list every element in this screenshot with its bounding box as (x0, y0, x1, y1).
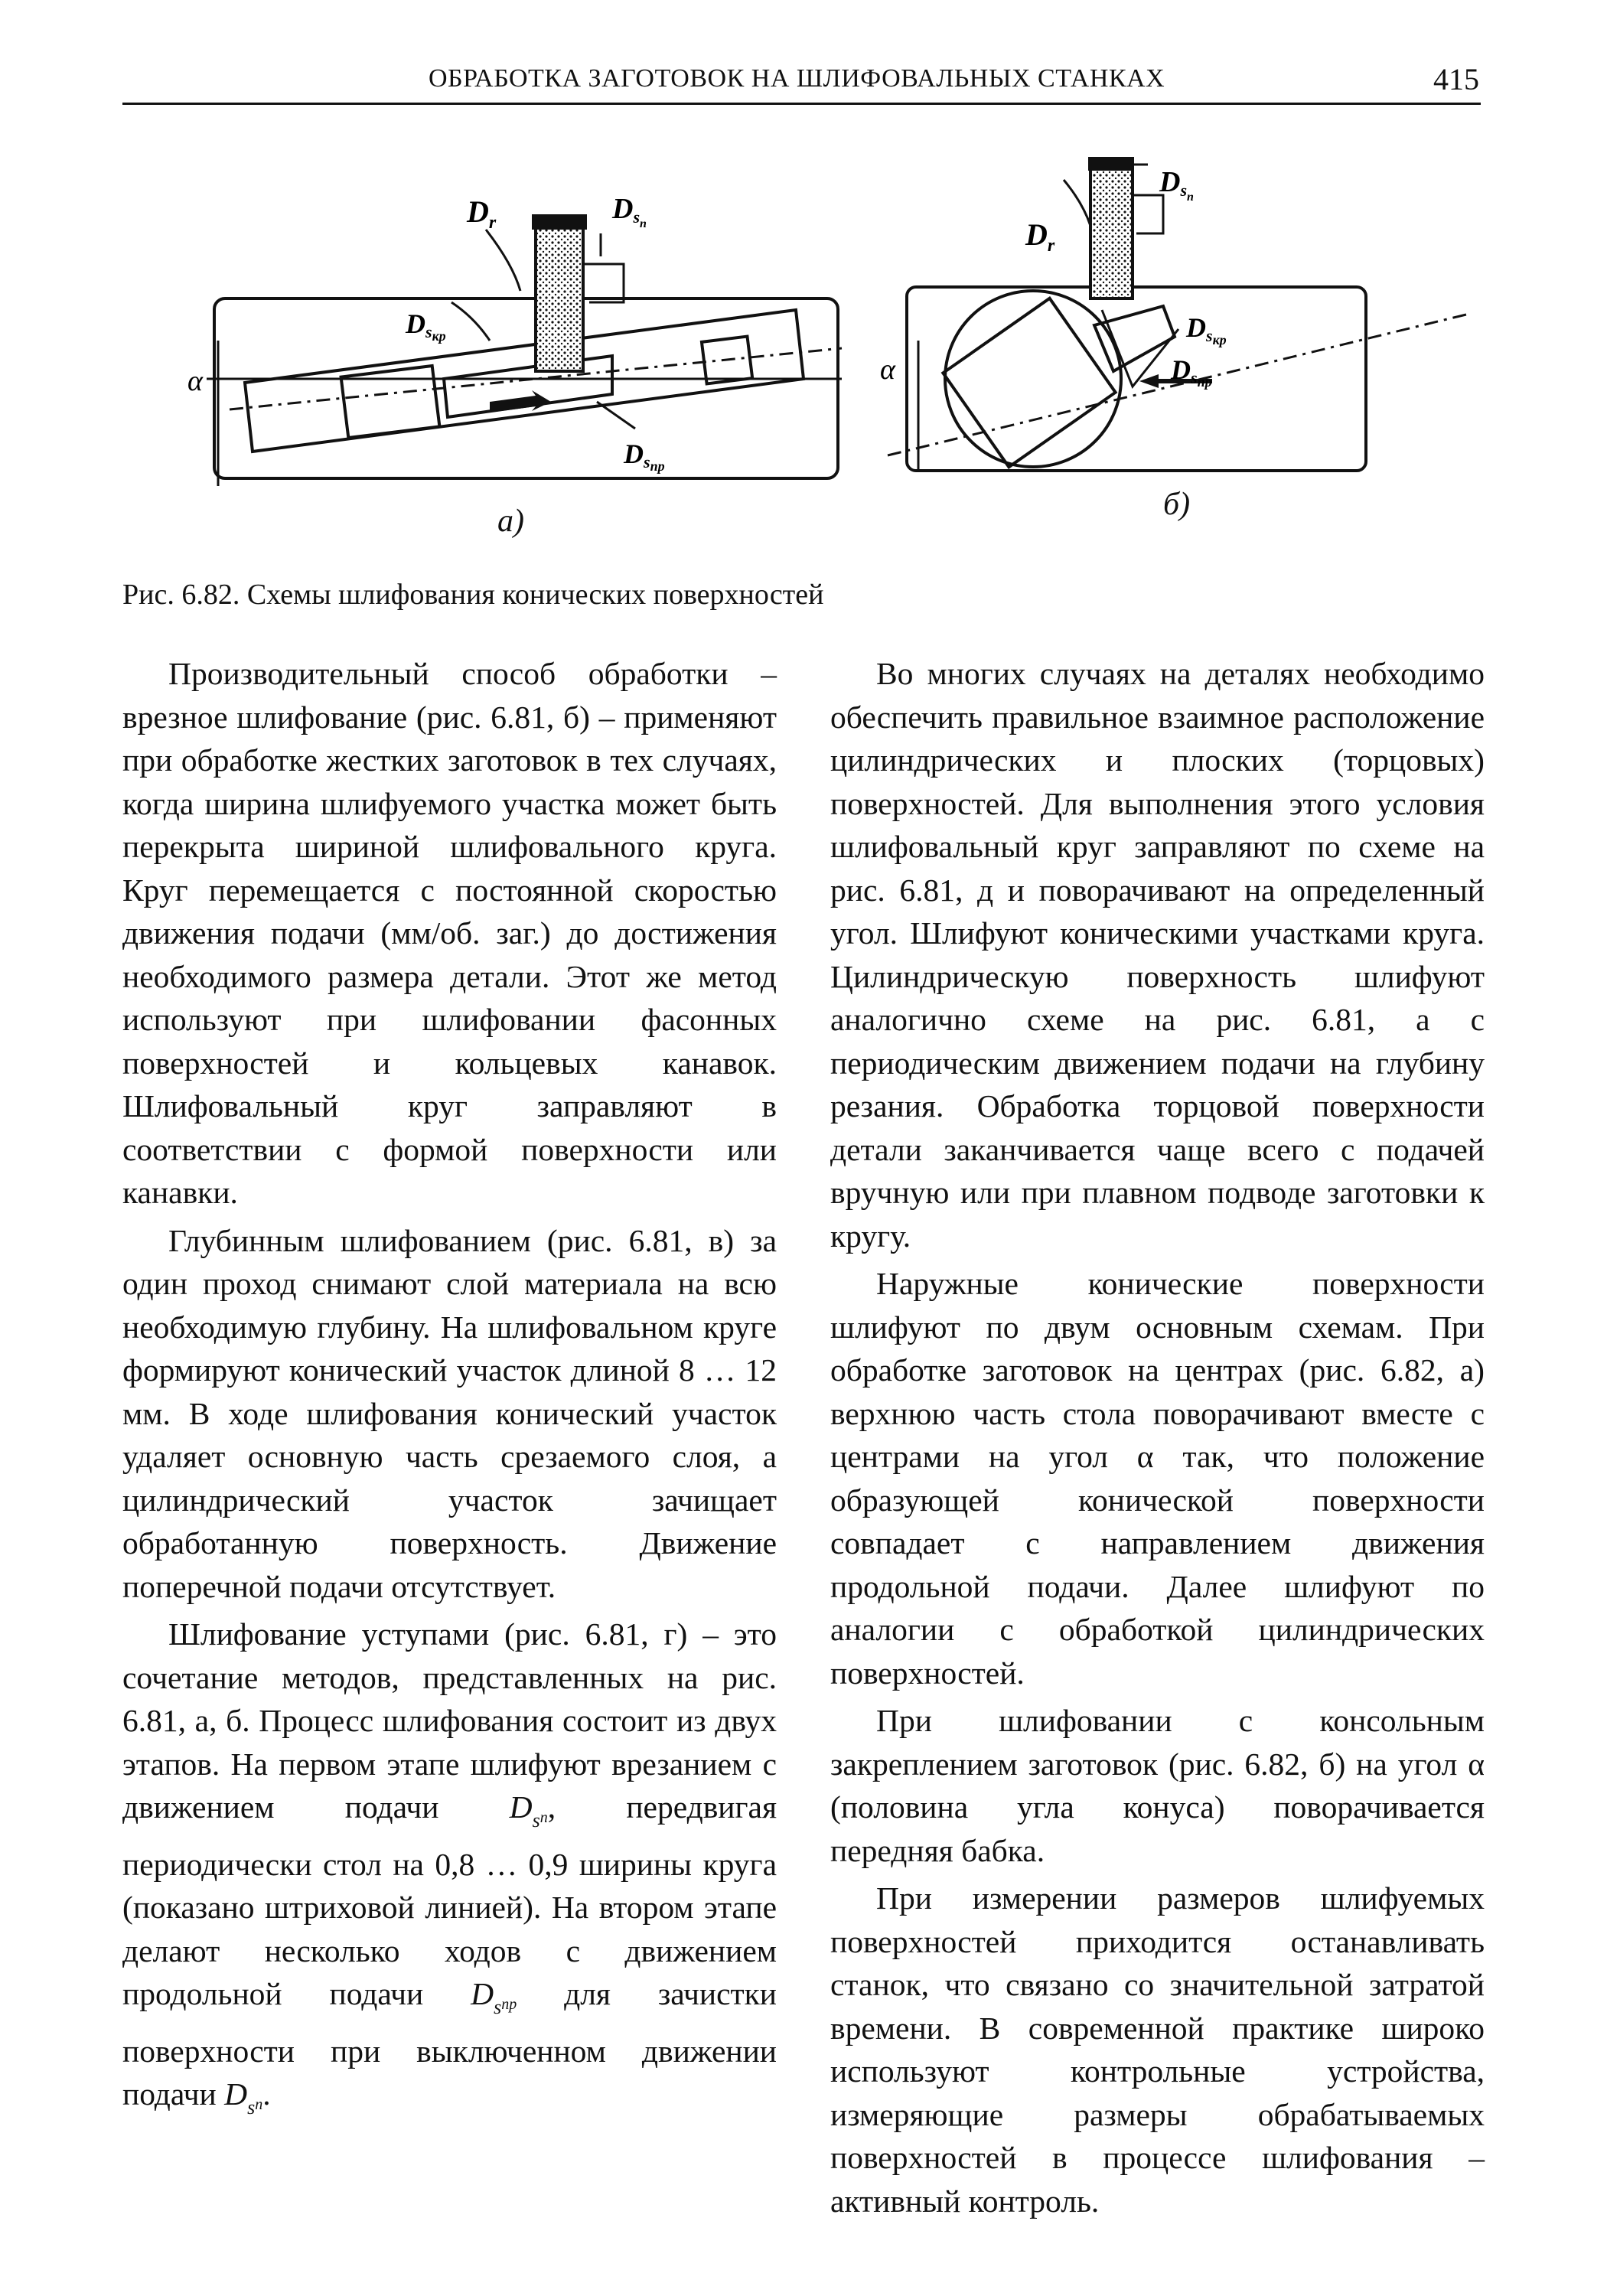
label-dr-a: $D_r$ (467, 194, 497, 233)
paragraph: При измерении размеров шлифуемых поверхностей приходится останавливать станок, что связано со значительной затратой времени. В современной практике широко используют контрольные устройства, измеряющие размеры обрабатываемых поверхностей в процессе шлифования – активный контроль. (830, 1880, 1485, 2219)
running-header-title: ОБРАБОТКА ЗАГОТОВОК НА ШЛИФОВАЛЬНЫХ СТАНКАХ (429, 64, 1165, 93)
paragraph: Глубинным шлифованием (рис. 6.81, в) за один проход снимают слой материала на всю необходимую глубину. На шлифовальном круге формируют конический участок длиной 8 … 12 мм. В ходе шлифования конический участок удаляет основную часть срезаемого слоя, а цилиндрический участок зачищает обработанную поверхность. Движение поперечной подачи отсутствует. (122, 1222, 777, 1604)
paragraph: Шлифование уступами (рис. 6.81, г) – это сочетание методов, представленных на рис. 6.81, а, б. Процесс шлифования состоит из двух этапов. На первом этапе шлифуют врезанием с движением подачи $D_sп$, передвигая периодически стол на 0,8 … 0,9 ширины круга (показано штриховой линией). На втором этапе делают несколько ходов с движением продольной подачи $D_sпр$ для зачистки поверхности при выключенном движении подачи $D_sп$. (122, 1616, 777, 2118)
label-dspr-a: Dsпр (624, 439, 665, 474)
label-dskr-a: Dsкр (406, 308, 446, 344)
formula-ds-pr: $D_sпр$ (471, 1976, 517, 2018)
formula-ds-n: $D_sп$ (224, 2076, 263, 2118)
label-dspr-b: Dsпр (1171, 354, 1212, 390)
label-dr-b: $D_r$ (1025, 217, 1055, 256)
formula-ds-n: $D_sп$ (509, 1789, 548, 1831)
grinding-scheme-b (872, 149, 1485, 494)
paragraph: Производительный способ обработки – врезное шлифование (рис. 6.81, б) – применяют при обработке жестких заготовок в тех случаях, когда ширина шлифуемого участка может быть перекрыта шириной шлифовального круга. Круг перемещается с постоянной скоростью движения подачи (мм/об. заг.) до достижения необходимого размера детали. Этот же метод используют при шлифовании фасонных поверхностей и кольцевых канавок. Шлифовальный круг заправляют в соответствии с формой поверхности или канавки. (122, 656, 777, 1210)
figure-6-82 (184, 149, 1485, 547)
paragraph-text: передвигая периодически стол на 0,8 … 0,9 ширины круга (показано штриховой линией). На втором этапе делают несколько ходов с движением продольной подачи (122, 1789, 777, 2011)
paragraph-text: для зачистки поверхности при выключенном движении подачи (122, 1976, 777, 2112)
alpha-label-b: α (880, 354, 895, 386)
paragraph: При шлифовании с консольным закреплением заготовок (рис. 6.82, б) на угол α (половина угла конуса) поворачивается передняя бабка. (830, 1703, 1485, 1868)
paragraph: Во многих случаях на деталях необходимо обеспечить правильное взаимное расположение цилиндрических и плоских (торцовых) поверхностей. Для выполнения этого условия шлифовальный круг заправляют по схеме на рис. 6.81, д и поворачивают на определенный угол. Шлифуют коническими участками круга. Цилиндрическую поверхность шлифуют аналогично схеме на рис. 6.81, а с периодическим движением подачи на глубину резания. Обработка торцовой поверхности детали заканчивается чаще всего с подачей вручную или при плавном подводе заготовки к кругу. (830, 656, 1485, 1254)
grinding-scheme-a (184, 149, 857, 509)
figure-label-b: б) (1163, 487, 1191, 522)
figure-caption: Рис. 6.82. Схемы шлифования конических поверхностей (122, 579, 824, 611)
left-column (122, 652, 777, 2130)
grinding-wheel-b (1090, 161, 1133, 298)
figure-label-a: а) (497, 504, 524, 539)
label-dsn-b: Dsп (1159, 166, 1194, 204)
right-column (830, 652, 1485, 2223)
label-dskr-b: Dsкр (1186, 312, 1227, 347)
running-header (122, 63, 1481, 105)
paragraph-text: Шлифование уступами (рис. 6.81, г) – это сочетание методов, представленных на рис. 6.81, а, б. Процесс шлифования состоит из двух этапов. На первом этапе шлифуют врезанием с движением подачи (122, 1616, 777, 1825)
label-dsn-a: Dsп (612, 193, 647, 230)
page-number: 415 (1433, 62, 1479, 96)
alpha-label-a: α (187, 365, 203, 397)
grinding-wheel-a (536, 218, 583, 371)
paragraph: Наружные конические поверхности шлифуют по двум основным схемам. При обработке заготовок на центрах (рис. 6.82, а) верхнюю часть стола поворачивают вместе с центрами на угол α так, что положение образующей конической поверхности совпадает с направлением движения продольной подачи. Далее шлифуют по аналогии с обработкой цилиндрических поверхностей. (830, 1266, 1485, 1691)
